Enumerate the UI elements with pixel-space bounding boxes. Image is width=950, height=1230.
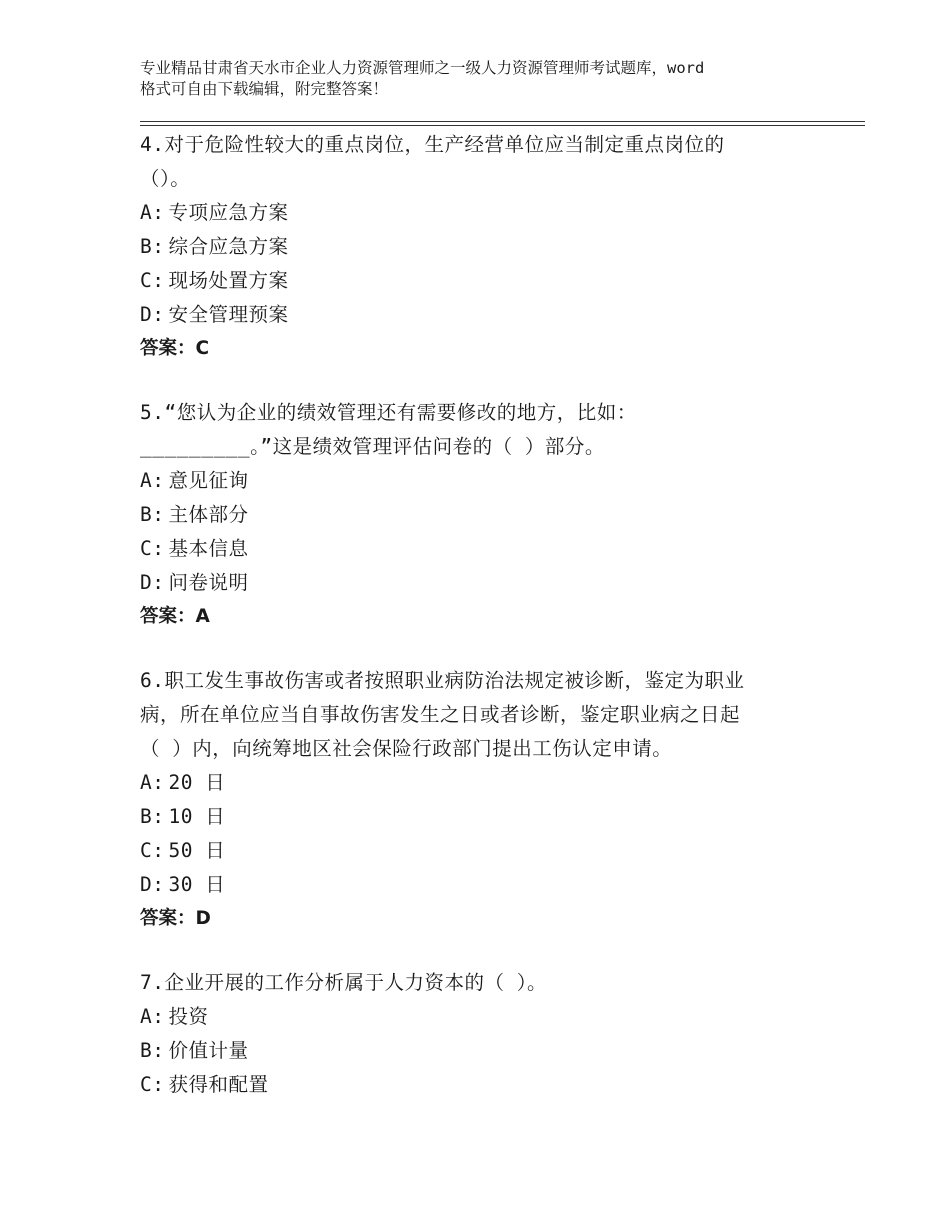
option-text: 安全管理预案 [168, 303, 289, 326]
answer-option [140, 834, 840, 868]
header-divider-top [140, 121, 865, 122]
question-text-line: 5.“您认为企业的绩效管理还有需要修改的地方，比如： [140, 401, 637, 424]
header-line-1: 专业精品甘肃省天水市企业人力资源管理师之一级人力资源管理师考试题库，word [140, 59, 705, 77]
answer-option [140, 1034, 840, 1068]
answer-option [140, 264, 840, 298]
option-text: 20 日 [168, 771, 226, 794]
answer-option [140, 766, 840, 800]
option-letter: A: [140, 1005, 165, 1028]
question-text-line: （ ）内，向统筹地区社会保险行政部门提出工伤认定申请。 [140, 737, 673, 760]
answer-key: 答案：A [140, 606, 210, 627]
option-text: 问卷说明 [168, 571, 249, 594]
option-text: 10 日 [168, 805, 226, 828]
option-text: 投资 [168, 1005, 209, 1028]
question-block [140, 664, 840, 936]
answer-key: 答案：D [140, 908, 211, 929]
option-letter: D: [140, 571, 165, 594]
question-block [140, 396, 840, 634]
question-list [140, 128, 840, 1132]
answer-option [140, 868, 840, 902]
option-letter: C: [140, 839, 165, 862]
header-line-2: 格式可自由下载编辑，附完整答案！ [140, 80, 389, 98]
answer-option [140, 1000, 840, 1034]
answer-option [140, 464, 840, 498]
option-text: 专项应急方案 [168, 201, 289, 224]
question-text-line: 病，所在单位应当自事故伤害发生之日或者诊断，鉴定职业病之日起 [140, 703, 741, 726]
option-text: 综合应急方案 [168, 235, 289, 258]
question-text-line: 6.职工发生事故伤害或者按照职业病防治法规定被诊断，鉴定为职业 [140, 669, 745, 692]
option-letter: B: [140, 805, 165, 828]
option-letter: B: [140, 503, 165, 526]
option-letter: B: [140, 1039, 165, 1062]
answer-option [140, 800, 840, 834]
header-divider-bottom [140, 125, 865, 126]
option-text: 现场处置方案 [168, 269, 289, 292]
answer-option [140, 298, 840, 332]
option-text: 50 日 [168, 839, 226, 862]
question-text-line: （）。 [140, 167, 191, 190]
question-block [140, 966, 840, 1102]
question-text-line: 7.企业开展的工作分析属于人力资本的（ ）。 [140, 971, 547, 994]
question-text-line: _________。”这是绩效管理评估问卷的（ ）部分。 [140, 435, 605, 458]
answer-option [140, 196, 840, 230]
page-header [140, 58, 840, 100]
answer-option [140, 498, 840, 532]
option-text: 获得和配置 [168, 1073, 269, 1096]
option-text: 主体部分 [168, 503, 249, 526]
option-text: 价值计量 [168, 1039, 249, 1062]
answer-option [140, 532, 840, 566]
answer-key: 答案：C [140, 338, 210, 359]
question-block [140, 128, 840, 366]
option-letter: C: [140, 537, 165, 560]
answer-option [140, 1068, 840, 1102]
question-text-line: 4.对于危险性较大的重点岗位，生产经营单位应当制定重点岗位的 [140, 133, 725, 156]
option-letter: B: [140, 235, 165, 258]
option-letter: A: [140, 201, 165, 224]
option-letter: A: [140, 469, 165, 492]
option-text: 30 日 [168, 873, 226, 896]
option-letter: A: [140, 771, 165, 794]
option-text: 基本信息 [168, 537, 249, 560]
answer-option [140, 566, 840, 600]
option-letter: D: [140, 873, 165, 896]
option-letter: C: [140, 1073, 165, 1096]
option-letter: C: [140, 269, 165, 292]
answer-option [140, 230, 840, 264]
option-text: 意见征询 [168, 469, 249, 492]
option-letter: D: [140, 303, 165, 326]
